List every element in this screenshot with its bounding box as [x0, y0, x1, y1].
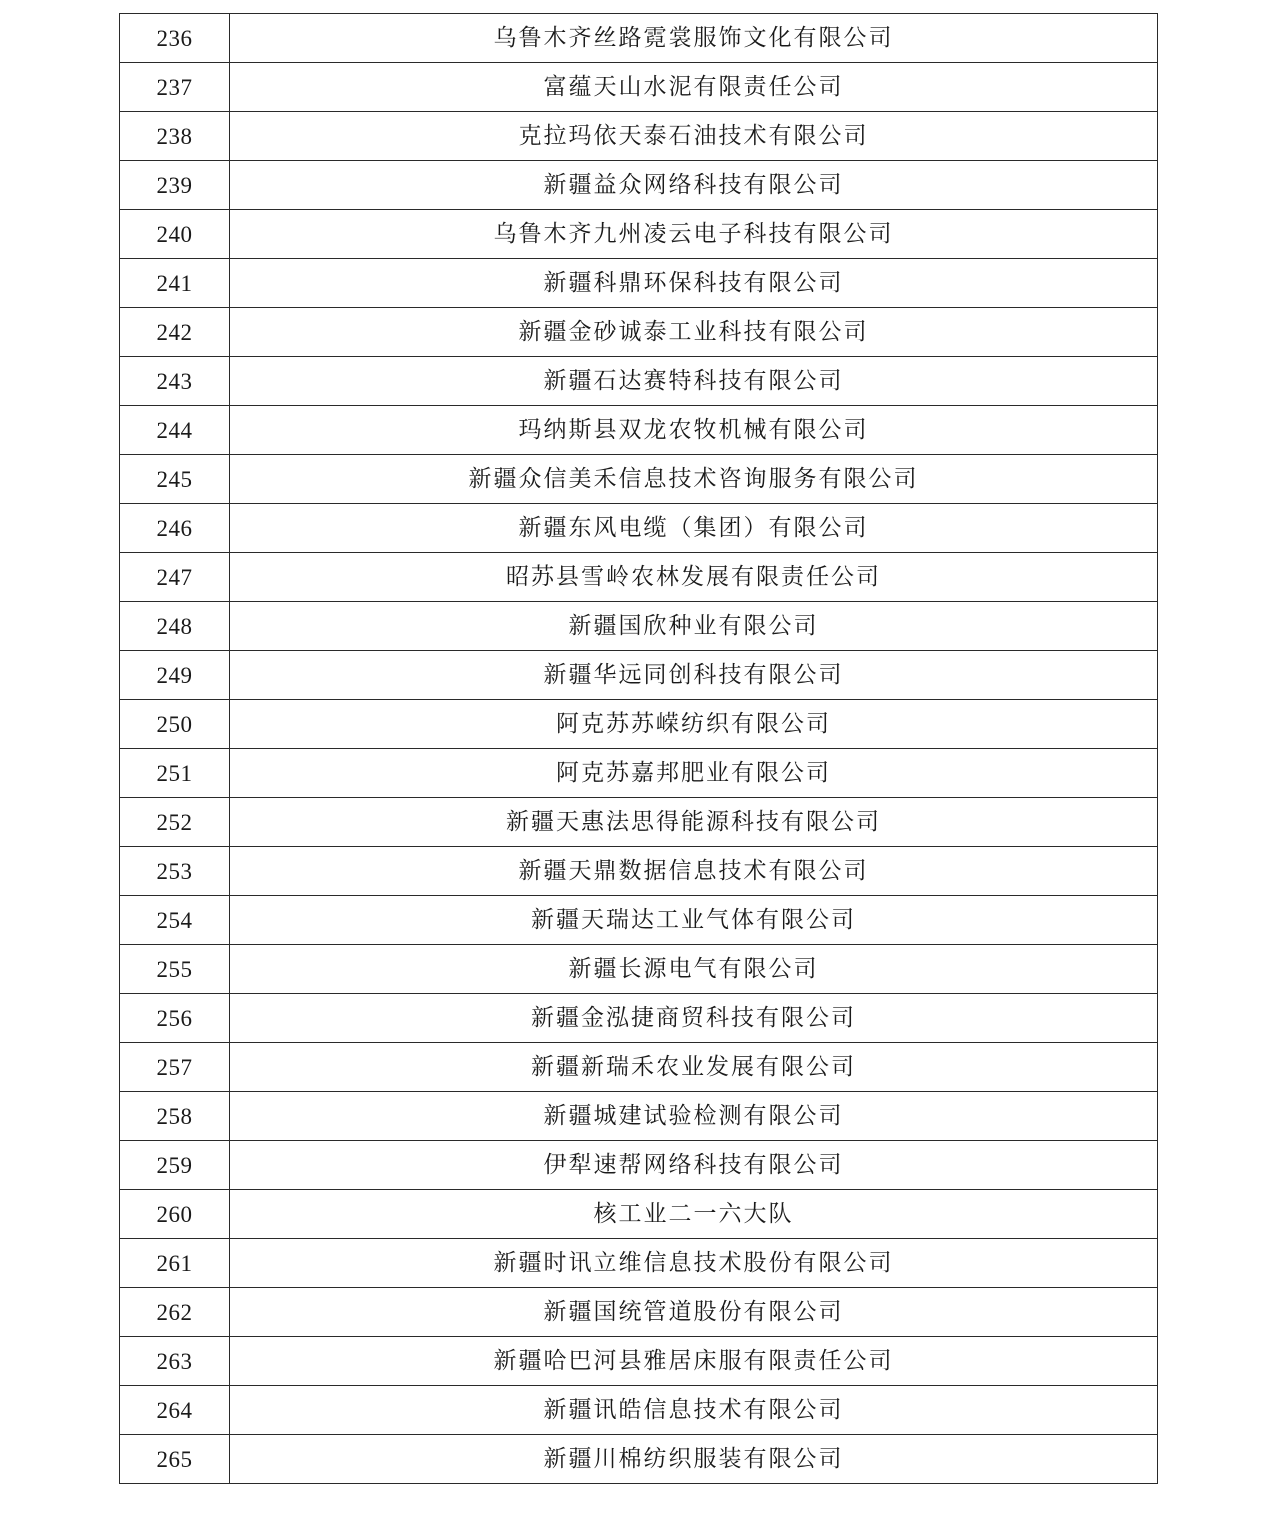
- row-number-cell: 252: [120, 798, 230, 847]
- company-name-cell: 新疆长源电气有限公司: [230, 945, 1158, 994]
- table-row: [120, 1092, 1158, 1141]
- row-number-cell: 251: [120, 749, 230, 798]
- row-number-cell: 250: [120, 700, 230, 749]
- company-name-cell: 阿克苏嘉邦肥业有限公司: [230, 749, 1158, 798]
- table-row: [120, 651, 1158, 700]
- table-row: [120, 504, 1158, 553]
- row-number-cell: 247: [120, 553, 230, 602]
- company-name-cell: 新疆天惠法思得能源科技有限公司: [230, 798, 1158, 847]
- row-number-cell: 237: [120, 63, 230, 112]
- row-number-cell: 240: [120, 210, 230, 259]
- row-number-cell: 256: [120, 994, 230, 1043]
- company-name-cell: 新疆天瑞达工业气体有限公司: [230, 896, 1158, 945]
- table-row: [120, 945, 1158, 994]
- row-number-cell: 241: [120, 259, 230, 308]
- table-row: [120, 308, 1158, 357]
- row-number-cell: 253: [120, 847, 230, 896]
- row-number-cell: 236: [120, 14, 230, 63]
- row-number-cell: 243: [120, 357, 230, 406]
- row-number-cell: 238: [120, 112, 230, 161]
- company-name-cell: 新疆时讯立维信息技术股份有限公司: [230, 1239, 1158, 1288]
- row-number-cell: 246: [120, 504, 230, 553]
- table-row: [120, 161, 1158, 210]
- company-name-cell: 克拉玛依天泰石油技术有限公司: [230, 112, 1158, 161]
- company-list-table: [119, 13, 1158, 1484]
- row-number-cell: 257: [120, 1043, 230, 1092]
- row-number-cell: 264: [120, 1386, 230, 1435]
- company-name-cell: 新疆哈巴河县雅居床服有限责任公司: [230, 1337, 1158, 1386]
- table-row: [120, 700, 1158, 749]
- row-number-cell: 239: [120, 161, 230, 210]
- company-name-cell: 新疆东风电缆（集团）有限公司: [230, 504, 1158, 553]
- table-row: [120, 749, 1158, 798]
- company-name-cell: 新疆川棉纺织服装有限公司: [230, 1435, 1158, 1484]
- table-row: [120, 1435, 1158, 1484]
- company-name-cell: 新疆金泓捷商贸科技有限公司: [230, 994, 1158, 1043]
- row-number-cell: 248: [120, 602, 230, 651]
- table-row: [120, 602, 1158, 651]
- table-row: [120, 1337, 1158, 1386]
- table-row: [120, 112, 1158, 161]
- row-number-cell: 245: [120, 455, 230, 504]
- table-row: [120, 798, 1158, 847]
- company-name-cell: 核工业二一六大队: [230, 1190, 1158, 1239]
- company-name-cell: 阿克苏苏嵘纺织有限公司: [230, 700, 1158, 749]
- row-number-cell: 261: [120, 1239, 230, 1288]
- table-row: [120, 1043, 1158, 1092]
- table-row: [120, 210, 1158, 259]
- table-row: [120, 14, 1158, 63]
- company-name-cell: 新疆新瑞禾农业发展有限公司: [230, 1043, 1158, 1092]
- table-row: [120, 1239, 1158, 1288]
- row-number-cell: 259: [120, 1141, 230, 1190]
- company-name-cell: 新疆金砂诚泰工业科技有限公司: [230, 308, 1158, 357]
- company-name-cell: 乌鲁木齐丝路霓裳服饰文化有限公司: [230, 14, 1158, 63]
- row-number-cell: 258: [120, 1092, 230, 1141]
- table-row: [120, 63, 1158, 112]
- table-row: [120, 1386, 1158, 1435]
- company-name-cell: 玛纳斯县双龙农牧机械有限公司: [230, 406, 1158, 455]
- row-number-cell: 260: [120, 1190, 230, 1239]
- row-number-cell: 249: [120, 651, 230, 700]
- row-number-cell: 254: [120, 896, 230, 945]
- company-name-cell: 新疆华远同创科技有限公司: [230, 651, 1158, 700]
- company-name-cell: 乌鲁木齐九州凌云电子科技有限公司: [230, 210, 1158, 259]
- table-row: [120, 896, 1158, 945]
- company-name-cell: 新疆国欣种业有限公司: [230, 602, 1158, 651]
- table-row: [120, 847, 1158, 896]
- company-name-cell: 富蕴天山水泥有限责任公司: [230, 63, 1158, 112]
- row-number-cell: 244: [120, 406, 230, 455]
- row-number-cell: 255: [120, 945, 230, 994]
- company-name-cell: 新疆城建试验检测有限公司: [230, 1092, 1158, 1141]
- row-number-cell: 262: [120, 1288, 230, 1337]
- table-row: [120, 994, 1158, 1043]
- table-row: [120, 1288, 1158, 1337]
- company-name-cell: 新疆石达赛特科技有限公司: [230, 357, 1158, 406]
- company-name-cell: 新疆益众网络科技有限公司: [230, 161, 1158, 210]
- table-row: [120, 1190, 1158, 1239]
- company-name-cell: 昭苏县雪岭农林发展有限责任公司: [230, 553, 1158, 602]
- company-name-cell: 新疆科鼎环保科技有限公司: [230, 259, 1158, 308]
- table-row: [120, 553, 1158, 602]
- company-name-cell: 新疆众信美禾信息技术咨询服务有限公司: [230, 455, 1158, 504]
- table-row: [120, 357, 1158, 406]
- company-name-cell: 新疆讯皓信息技术有限公司: [230, 1386, 1158, 1435]
- table-row: [120, 406, 1158, 455]
- table-row: [120, 259, 1158, 308]
- company-name-cell: 新疆国统管道股份有限公司: [230, 1288, 1158, 1337]
- row-number-cell: 265: [120, 1435, 230, 1484]
- table-row: [120, 455, 1158, 504]
- table-row: [120, 1141, 1158, 1190]
- company-list-body: [120, 14, 1158, 1484]
- company-name-cell: 伊犁速帮网络科技有限公司: [230, 1141, 1158, 1190]
- row-number-cell: 263: [120, 1337, 230, 1386]
- row-number-cell: 242: [120, 308, 230, 357]
- company-name-cell: 新疆天鼎数据信息技术有限公司: [230, 847, 1158, 896]
